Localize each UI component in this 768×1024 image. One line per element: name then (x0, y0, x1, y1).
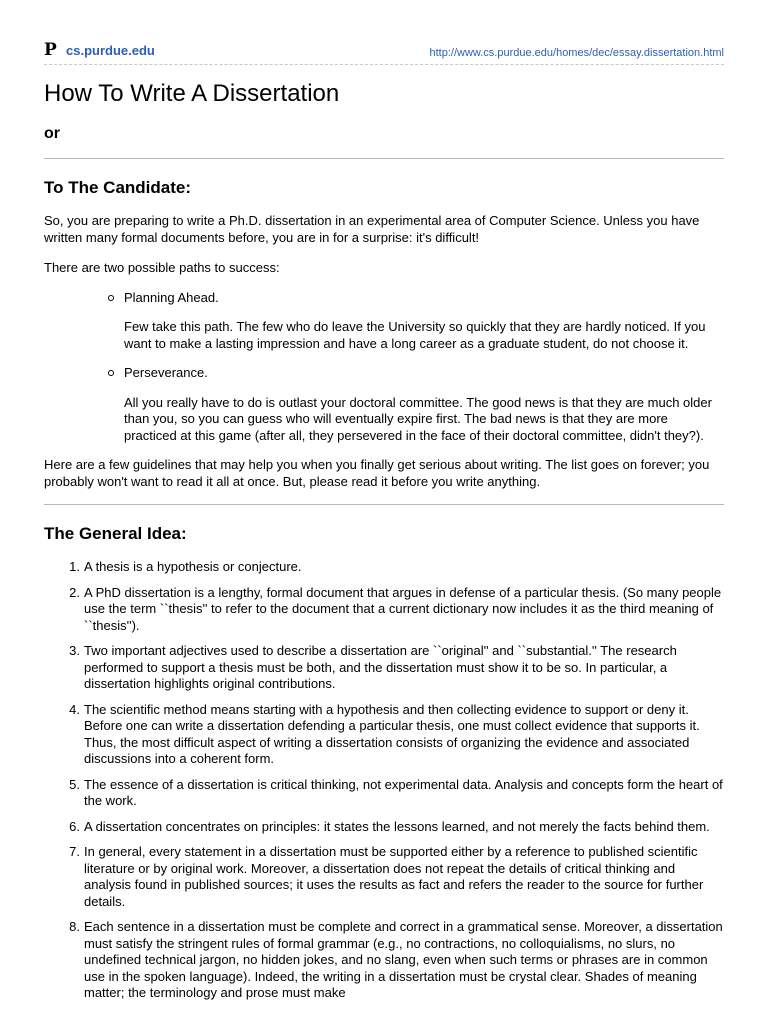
item-text: A dissertation concentrates on principles: it states the lessons learned, and not merely the facts behind them. (84, 818, 710, 834)
item-number: 5. (69, 776, 80, 792)
path-description: Few take this path. The few who do leave the University so quickly that they are hardly noticed. If you want to make a lasting impression and have a long career as a graduate student, do not choose it. (124, 319, 706, 351)
section-heading-general-idea: The General Idea: (44, 524, 187, 543)
path-label: Perseverance. (124, 365, 208, 380)
circle-bullet-icon (108, 370, 114, 376)
page-subtitle: or (44, 125, 60, 142)
list-item (44, 777, 724, 810)
item-text: In general, every statement in a dissertation must be supported either by a reference to published scientific literature or by original work. Moreover, a dissertation does not repeat the details of critical thinking and analysis found in published sources; it uses the results as fact and refers the reader to the source for further details. (84, 844, 704, 909)
item-text: Two important adjectives used to describe a dissertation are ``original'' and ``substantial.'' The research performed to support a thesis must be both, and the dissertation must show it to be so. In particular, a dissertation highlights original contributions. (84, 643, 677, 691)
site-domain-link[interactable]: cs.purdue.edu (66, 43, 155, 58)
list-item (44, 643, 724, 693)
item-text: A PhD dissertation is a lengthy, formal document that argues in defense of a particular thesis. (So many people use the term ``thesis'' to refer to the document that a current dictionary now includes it as the third meaning of ``thesis''). (84, 584, 722, 633)
site-logo-icon: P (44, 40, 57, 60)
divider (44, 504, 724, 505)
section-heading-candidate: To The Candidate: (44, 178, 192, 197)
guidelines-paragraph: Here are a few guidelines that may help you when you finally get serious about writing. The list goes on forever; you probably won't want to read it all at once. But, please read it before you write anything. (44, 457, 710, 489)
list-item (124, 290, 724, 353)
list-item (44, 559, 724, 576)
list-item (44, 702, 724, 768)
item-text: A thesis is a hypothesis or conjecture. (84, 559, 302, 574)
paths-list (44, 290, 724, 445)
list-item (44, 585, 724, 635)
article-body (44, 78, 724, 1011)
path-description: All you really have to do is outlast your doctoral committee. The good news is that they are much older than you, so you can guess who will eventually expire first. The bad news is that they are more practiced at this game (after all, they persevered in the face of their doctoral committee, didn't they?). (124, 394, 712, 443)
path-label: Planning Ahead. (124, 289, 219, 305)
page-header (44, 40, 724, 65)
item-number: 8. (69, 919, 80, 934)
item-text: The essence of a dissertation is critical thinking, not experimental data. Analysis and concepts form the heart of the work. (84, 776, 723, 808)
item-number: 3. (69, 643, 80, 658)
paths-intro-paragraph: There are two possible paths to success: (44, 260, 280, 275)
item-text: The scientific method means starting with a hypothesis and then collecting evidence to support or deny it. Before one can write a dissertation defending a particular thesis, one must collect evidence that supports it. Thus, the most difficult aspect of writing a dissertation consists of organizing the evidence and associated discussions into a coherent form. (84, 701, 700, 766)
list-item (44, 844, 724, 910)
circle-bullet-icon (108, 295, 114, 301)
item-number: 1. (69, 559, 80, 574)
candidate-intro-paragraph: So, you are preparing to write a Ph.D. dissertation in an experimental area of Computer Science. Unless you have written many formal documents before, you are in for a surprise: it's difficult! (44, 213, 700, 245)
item-text: Each sentence in a dissertation must be complete and correct in a grammatical sense. Moreover, a dissertation must satisfy the stringent rules of formal grammar (e.g., no contractions, no colloquialisms, no slurs, no undefined technical jargon, no hidden jokes, and no slang, even when such terms or phrases are in common use in the spoken language). Indeed, the writing in a dissertation must be crystal clear. Shades of meaning matter; the terminology and prose must make (84, 919, 723, 1000)
list-item (44, 919, 724, 1002)
page-title: How To Write A Dissertation (44, 80, 340, 107)
item-number: 6. (69, 818, 80, 834)
item-number: 4. (69, 701, 80, 717)
source-url-link[interactable]: http://www.cs.purdue.edu/homes/dec/essay.dissertation.html (429, 47, 724, 59)
item-number: 2. (69, 584, 80, 600)
divider (44, 158, 724, 159)
item-number: 7. (69, 844, 80, 859)
general-idea-list (44, 559, 724, 1002)
list-item (44, 819, 724, 836)
list-item (124, 365, 724, 444)
